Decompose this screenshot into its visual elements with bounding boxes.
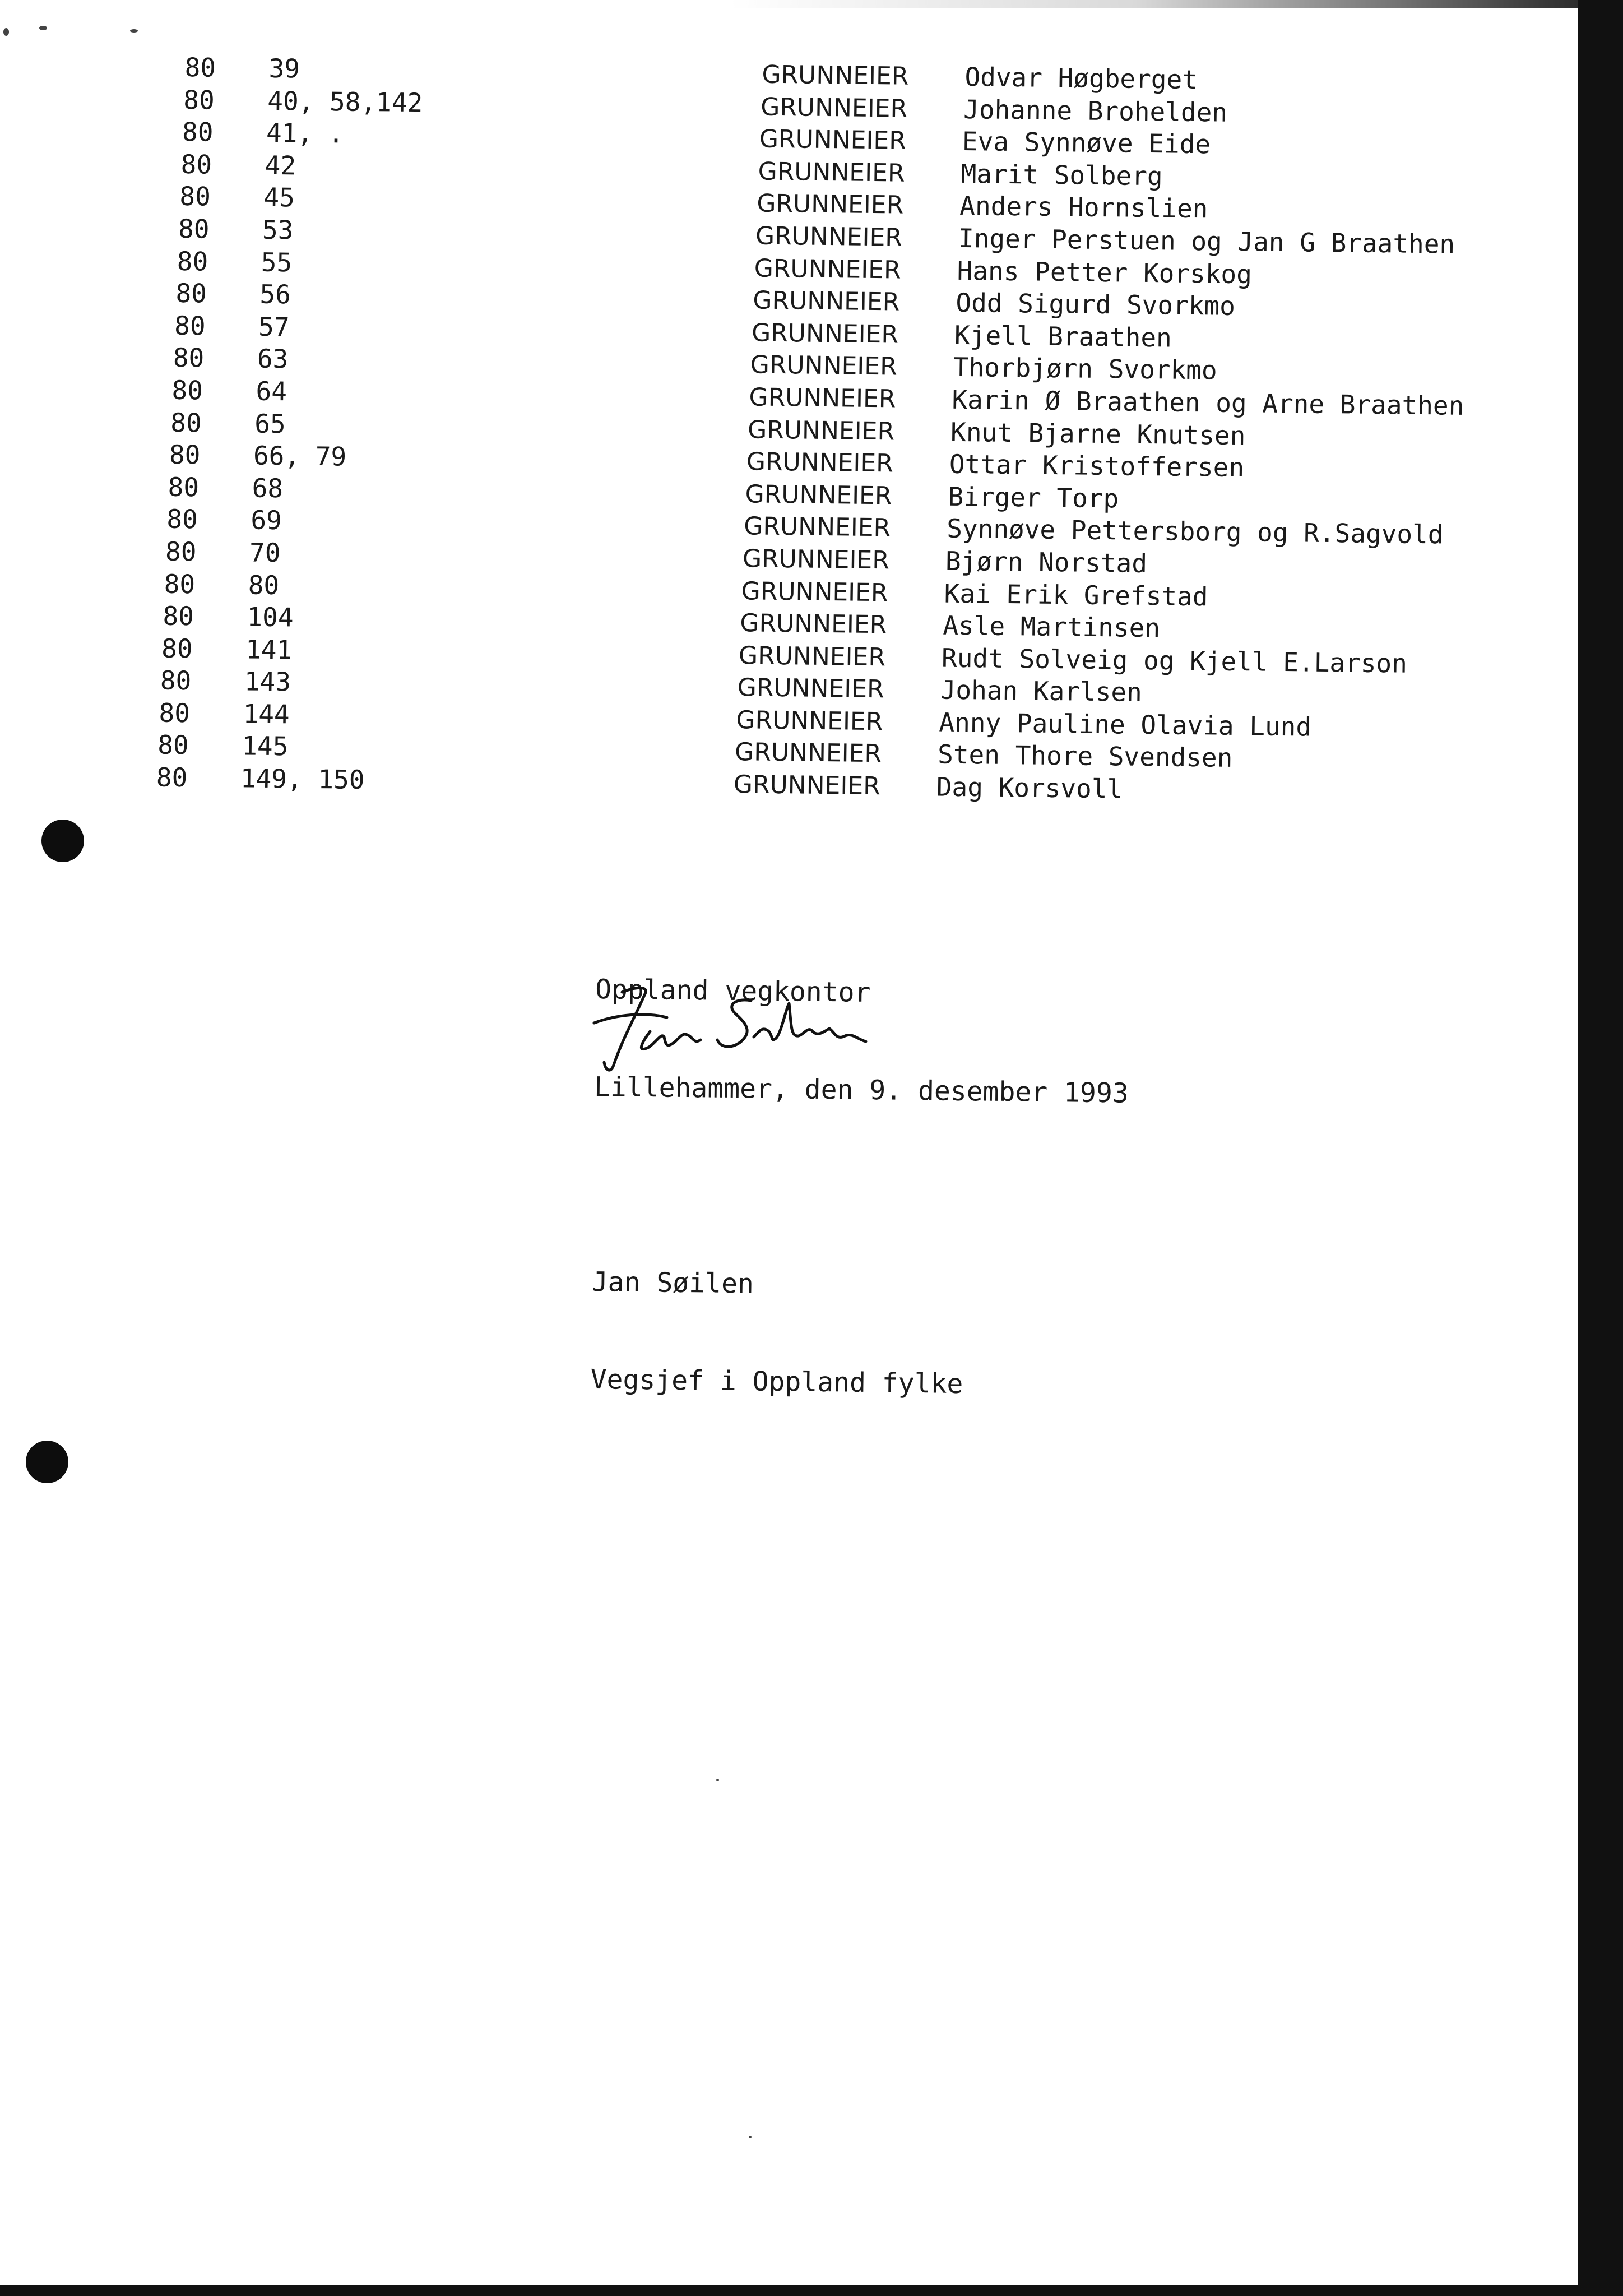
- owner-role: GRUNNEIER: [758, 157, 905, 188]
- owner-name: Odvar Høgberget: [964, 62, 1198, 95]
- plot-numbers: 68: [252, 473, 284, 503]
- register-number: 80: [180, 149, 212, 180]
- register-number: 80: [173, 342, 205, 373]
- plot-numbers: 104: [247, 601, 294, 633]
- register-number: 80: [159, 697, 191, 729]
- owner-name: Sten Thore Svendsen: [937, 739, 1233, 774]
- owner-role: GRUNNEIER: [737, 673, 884, 704]
- scan-speck: [130, 29, 138, 33]
- plot-numbers: 70: [249, 537, 281, 568]
- register-number: 80: [182, 117, 214, 147]
- owner-role: GRUNNEIER: [750, 350, 898, 381]
- office-name: Oppland vegkontor: [595, 973, 871, 1008]
- scan-edge-bottom: [0, 2285, 1623, 2296]
- owner-name: Karin Ø Braathen og Arne Braathen: [952, 384, 1464, 421]
- register-number: 80: [178, 213, 210, 244]
- plot-numbers: 55: [261, 247, 293, 277]
- plot-numbers: 57: [258, 311, 290, 342]
- register-number: 80: [183, 84, 215, 115]
- owner-name: Synnøve Pettersborg og R.Sagvold: [946, 513, 1444, 550]
- owner-role: GRUNNEIER: [751, 318, 899, 349]
- owner-role: GRUNNEIER: [742, 544, 890, 575]
- plot-numbers: 42: [265, 150, 296, 181]
- owner-name: Dag Korsvoll: [936, 771, 1123, 804]
- scan-speck: [39, 26, 47, 30]
- owner-name: Birger Torp: [948, 481, 1119, 514]
- register-number: 80: [170, 407, 202, 438]
- owner-role: GRUNNEIER: [762, 60, 909, 91]
- owner-role: GRUNNEIER: [740, 609, 887, 640]
- signature-space: [593, 1168, 1266, 1209]
- plot-numbers: 40, 58,142: [267, 85, 423, 118]
- plot-numbers: 64: [256, 376, 287, 407]
- owner-role: GRUNNEIER: [754, 254, 901, 285]
- plot-numbers: 145: [241, 730, 289, 762]
- register-number: 80: [164, 568, 196, 599]
- owner-name: Anders Hornslien: [959, 191, 1208, 224]
- register-number: 80: [168, 471, 200, 503]
- scan-edge-right: [1578, 0, 1623, 2296]
- punch-hole: [26, 1441, 68, 1483]
- register-number: 80: [156, 762, 188, 793]
- plot-numbers: 144: [243, 698, 290, 730]
- register-number: 80: [169, 439, 201, 470]
- plot-numbers: 143: [244, 666, 291, 697]
- owner-name: Knut Bjarne Knutsen: [950, 416, 1246, 451]
- owner-role: GRUNNEIER: [738, 641, 886, 672]
- register-number: 80: [161, 633, 193, 664]
- plot-numbers: 39: [268, 53, 300, 84]
- owner-role: GRUNNEIER: [736, 705, 883, 737]
- plot-numbers: 56: [259, 279, 291, 310]
- plot-numbers: 65: [254, 408, 286, 439]
- owner-name: Eva Synnøve Eide: [962, 126, 1211, 160]
- register-number: 80: [177, 246, 208, 277]
- register-number: 80: [175, 277, 207, 309]
- owner-role: GRUNNEIER: [760, 92, 908, 123]
- signatory-title: Vegsjef i Oppland fylke: [590, 1363, 963, 1400]
- plot-numbers: 80: [248, 569, 280, 600]
- owner-role: GRUNNEIER: [744, 512, 891, 543]
- plot-numbers: 66, 79: [253, 440, 347, 472]
- punch-hole: [41, 820, 84, 862]
- owner-name: Kjell Braathen: [954, 320, 1172, 353]
- plot-numbers: 63: [257, 343, 289, 374]
- scan-speck: [749, 2136, 752, 2138]
- register-number: 80: [166, 503, 198, 535]
- owner-name: Marit Solberg: [961, 158, 1163, 192]
- owner-role: GRUNNEIER: [755, 221, 903, 252]
- owner-name: Ottar Kristoffersen: [949, 448, 1245, 483]
- owner-name: Rudt Solveig og Kjell E.Larson: [941, 642, 1408, 679]
- owner-role: GRUNNEIER: [753, 286, 900, 317]
- owner-role: GRUNNEIER: [734, 738, 882, 769]
- register-number: 80: [157, 729, 189, 761]
- owner-name: Thorbjørn Svorkmo: [953, 352, 1217, 386]
- owner-role: GRUNNEIER: [747, 415, 895, 446]
- owner-name: Anny Pauline Olavia Lund: [939, 707, 1312, 742]
- scan-speck: [3, 28, 9, 36]
- owner-name: Odd Sigurd Svorkmo: [956, 287, 1236, 322]
- scan-speck: [716, 1779, 719, 1781]
- register-number: 80: [163, 600, 194, 632]
- owner-name: Asle Martinsen: [943, 610, 1161, 644]
- signatory-name: Jan Søilen: [591, 1266, 754, 1300]
- handwritten-signature: [583, 970, 874, 1076]
- owner-role: GRUNNEIER: [746, 447, 894, 478]
- plot-numbers: 149, 150: [240, 763, 365, 795]
- owner-role: GRUNNEIER: [749, 383, 896, 414]
- plot-numbers: 41, .: [266, 117, 344, 149]
- owner-name: Johan Karlsen: [940, 674, 1143, 708]
- plot-numbers: 45: [263, 182, 295, 213]
- owner-role: GRUNNEIER: [757, 189, 904, 220]
- register-number: 80: [179, 181, 211, 212]
- owner-role: GRUNNEIER: [733, 770, 881, 801]
- plot-numbers: 53: [262, 214, 294, 246]
- owner-role: GRUNNEIER: [741, 576, 888, 607]
- register-number: 80: [171, 374, 203, 406]
- register-number: 80: [165, 536, 197, 567]
- landowner-list: [156, 52, 1508, 810]
- plot-numbers: 141: [245, 634, 293, 665]
- owner-name: Bjørn Norstad: [945, 545, 1148, 578]
- place-and-date: Lillehammer, den 9. desember 1993: [593, 1071, 1129, 1109]
- register-number: 80: [184, 52, 216, 83]
- owner-role: GRUNNEIER: [745, 479, 892, 511]
- owner-name: Kai Erik Grefstad: [944, 578, 1208, 612]
- register-number: 80: [160, 665, 192, 696]
- owner-name: Hans Petter Korskog: [957, 255, 1253, 289]
- owner-name: Johanne Brohelden: [963, 94, 1228, 128]
- scan-edge-top: [0, 0, 1623, 8]
- owner-role: GRUNNEIER: [759, 124, 907, 155]
- owner-name: Inger Perstuen og Jan G Braathen: [958, 223, 1455, 260]
- register-number: 80: [174, 310, 206, 341]
- plot-numbers: 69: [251, 504, 282, 536]
